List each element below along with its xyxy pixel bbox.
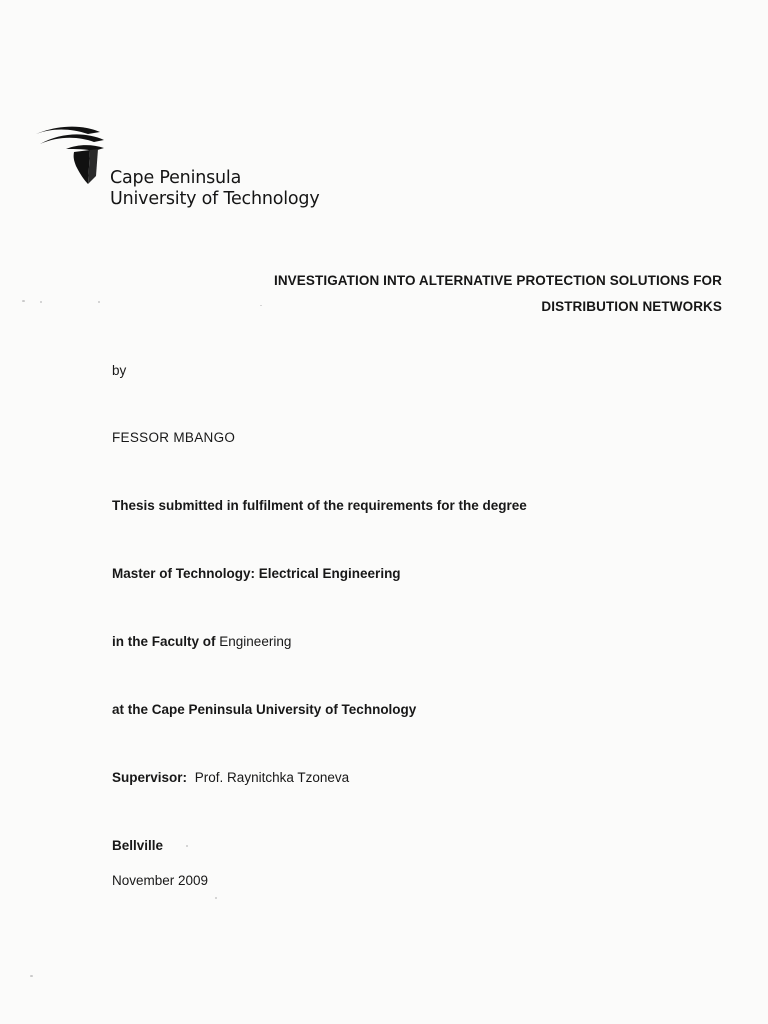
- supervisor-name: Prof. Raynitchka Tzoneva: [194, 770, 350, 785]
- supervisor-line: [112, 770, 349, 785]
- place: Bellville: [112, 838, 164, 853]
- scan-speck: [30, 975, 33, 977]
- logo-line-2: University of Technology: [110, 189, 320, 209]
- scan-speck: [260, 305, 262, 306]
- university-wordmark: [110, 168, 320, 210]
- logo-line-1: Cape Peninsula: [110, 168, 242, 188]
- thesis-title-line-1: INVESTIGATION INTO ALTERNATIVE PROTECTION SOLUTIONS FOR: [273, 273, 722, 288]
- scan-speck: [40, 301, 42, 303]
- degree-name: Master of Technology: Electrical Engineering: [112, 566, 401, 581]
- scan-speck: [186, 845, 188, 847]
- scan-speck: [98, 301, 100, 303]
- faculty-line: [112, 634, 291, 649]
- university-emblem-icon: [30, 124, 120, 190]
- scan-speck: [22, 300, 25, 302]
- by-label: by: [112, 363, 127, 378]
- submission-date: November 2009: [112, 873, 209, 888]
- university-logo: [30, 124, 330, 224]
- institution-line: at the Cape Peninsula University of Technology: [112, 702, 417, 717]
- author-name: FESSOR MBANGO: [112, 430, 236, 445]
- thesis-title-line-2: DISTRIBUTION NETWORKS: [541, 299, 722, 314]
- supervisor-label: Supervisor:: [112, 770, 188, 785]
- faculty-name: Engineering: [219, 634, 292, 649]
- scan-speck: [215, 897, 217, 899]
- submission-statement: Thesis submitted in fulfilment of the requirements for the degree: [112, 498, 527, 513]
- thesis-title: [162, 268, 722, 320]
- faculty-prefix: in the Faculty of: [112, 634, 216, 649]
